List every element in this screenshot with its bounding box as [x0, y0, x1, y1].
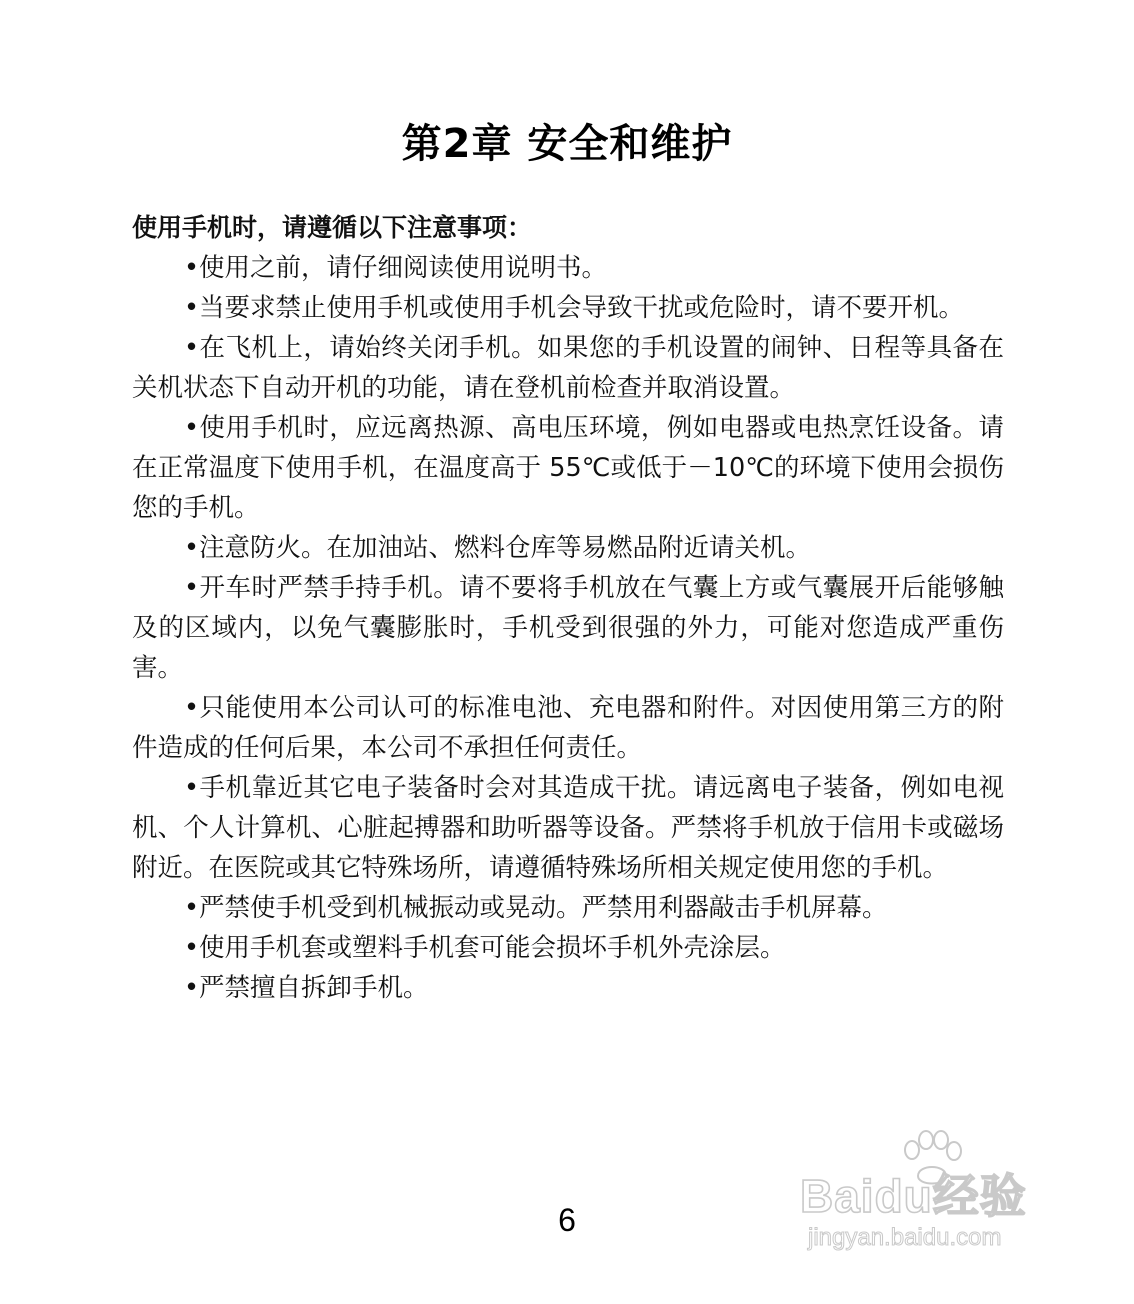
safety-item: •开车时严禁手持手机。请不要将手机放在气囊上方或气囊展开后能够触及的区域内，以免气囊膨胀时，手机受到很强的外力，可能对您造成严重伤害。: [132, 573, 1004, 683]
safety-item: •严禁使手机受到机械振动或晃动。严禁用利器敲击手机屏幕。: [184, 893, 888, 923]
watermark-brand: Baidu经验: [800, 1170, 1027, 1222]
safety-item: •手机靠近其它电子装备时会对其造成干扰。请远离电子装备，例如电视机、个人计算机、心脏起搏器和助听器等设备。严禁将手机放于信用卡或磁场附近。在医院或其它特殊场所，请遵循特殊场所相关规定使用您的手机。: [132, 773, 1004, 883]
safety-item: •在飞机上，请始终关闭手机。如果您的手机设置的闹钟、日程等具备在关机状态下自动开机的功能，请在登机前检查并取消设置。: [132, 333, 1004, 403]
safety-item: •只能使用本公司认可的标准电池、充电器和附件。对因使用第三方的附件造成的任何后果，本公司不承担任何责任。: [132, 693, 1004, 763]
safety-content: [132, 208, 1004, 1008]
safety-item: •注意防火。在加油站、燃料仓库等易燃品附近请关机。: [184, 533, 812, 563]
page-number: 6: [558, 1202, 576, 1238]
safety-item: •使用手机时，应远离热源、高电压环境，例如电器或电热烹饪设备。请在正常温度下使用手机，在温度高于 55℃或低于－10℃的环境下使用会损伤您的手机。: [132, 413, 1004, 523]
intro-heading: 使用手机时，请遵循以下注意事项：: [132, 213, 533, 242]
safety-item: •使用手机套或塑料手机套可能会损坏手机外壳涂层。: [184, 933, 786, 963]
baidu-watermark: [800, 1130, 1070, 1260]
safety-item: •当要求禁止使用手机或使用手机会导致干扰或危险时，请不要开机。: [184, 293, 965, 323]
chapter-title: 第2章 安全和维护: [401, 121, 733, 167]
watermark-url: jingyan.baidu.com: [808, 1224, 1002, 1251]
safety-item: •严禁擅自拆卸手机。: [184, 973, 429, 1003]
safety-item: •使用之前，请仔细阅读使用说明书。: [184, 253, 608, 283]
